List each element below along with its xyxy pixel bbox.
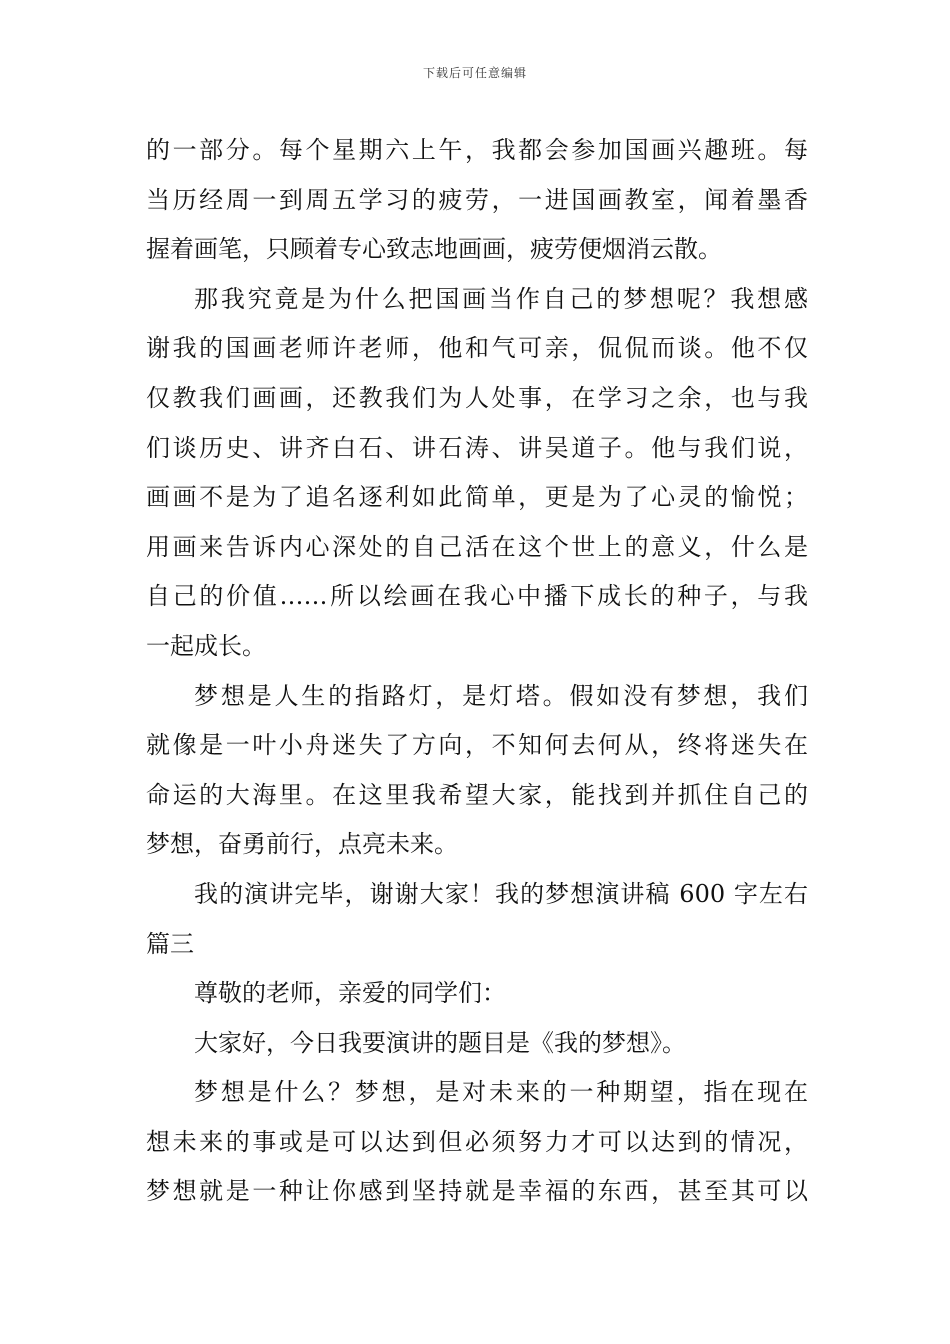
text-line — [146, 225, 808, 275]
line-text: 梦想是人生的指路灯，是灯塔。假如没有梦想，我们 — [194, 681, 808, 710]
line-text: 那我究竟是为什么把国画当作自己的梦想呢？我想感 — [194, 284, 808, 313]
line-text: 一起成长。 — [146, 631, 266, 660]
line-text: 尊敬的老师，亲爱的同学们： — [194, 979, 506, 1008]
text-line — [146, 622, 808, 672]
line-text: 梦想就是一种让你感到坚持就是幸福的东西，甚至其可以 — [146, 1177, 808, 1206]
line-text: 的一部分。每个星期六上午，我都会参加国画兴趣班。每 — [146, 136, 808, 164]
line-text: 仅教我们画画，还教我们为人处事，在学习之余，也与我 — [146, 383, 808, 412]
line-text: 梦想，奋勇前行，点亮未来。 — [146, 830, 458, 859]
line-text: 谢我的国画老师许老师，他和气可亲，侃侃而谈。他不仅 — [146, 334, 808, 363]
text-line — [146, 473, 808, 523]
text-line — [146, 870, 808, 920]
page-header: 下载后可任意编辑 — [422, 66, 527, 80]
line-text: 就像是一叶小舟迷失了方向，不知何去何从，终将迷失在 — [146, 731, 808, 760]
line-text: 梦想是什么？梦想，是对未来的一种期望，指在现在 — [194, 1078, 808, 1107]
document-body — [146, 126, 808, 1217]
line-text: 我的演讲完毕，谢谢大家！我的梦想演讲稿 600 字左右 — [194, 879, 808, 908]
line-text: 大家好，今日我要演讲的题目是《我的梦想》。 — [194, 1028, 686, 1057]
text-line — [146, 572, 808, 622]
text-line — [146, 920, 808, 970]
text-line — [146, 176, 808, 226]
line-text: 们谈历史、讲齐白石、讲石涛、讲吴道子。他与我们说， — [146, 433, 808, 462]
text-line — [146, 1118, 808, 1168]
text-line — [146, 969, 808, 1019]
text-line — [146, 1167, 808, 1217]
text-line — [146, 324, 808, 374]
text-line — [146, 275, 808, 325]
line-text: 用画来告诉内心深处的自己活在这个世上的意义，什么是 — [146, 532, 808, 561]
line-text: 篇三 — [146, 929, 194, 958]
text-line — [146, 721, 808, 771]
text-line — [146, 374, 808, 424]
text-line — [146, 672, 808, 722]
text-line — [146, 771, 808, 821]
line-text: 握着画笔，只顾着专心致志地画画，疲劳便烟消云散。 — [146, 235, 722, 264]
line-text: 自己的价值……所以绘画在我心中播下成长的种子，与我 — [146, 582, 808, 611]
text-line — [146, 1068, 808, 1118]
text-line — [146, 523, 808, 573]
line-text: 命运的大海里。在这里我希望大家，能找到并抓住自己的 — [146, 780, 808, 809]
line-text: 当历经周一到周五学习的疲劳，一进国画教室，闻着墨香 — [146, 185, 808, 214]
text-line — [146, 820, 808, 870]
line-text: 画画不是为了追名逐利如此简单，更是为了心灵的愉悦； — [146, 483, 808, 512]
line-text: 想未来的事或是可以达到但必须努力才可以达到的情况， — [146, 1127, 808, 1156]
text-line — [146, 424, 808, 474]
text-line — [146, 126, 808, 176]
text-line — [146, 1019, 808, 1069]
